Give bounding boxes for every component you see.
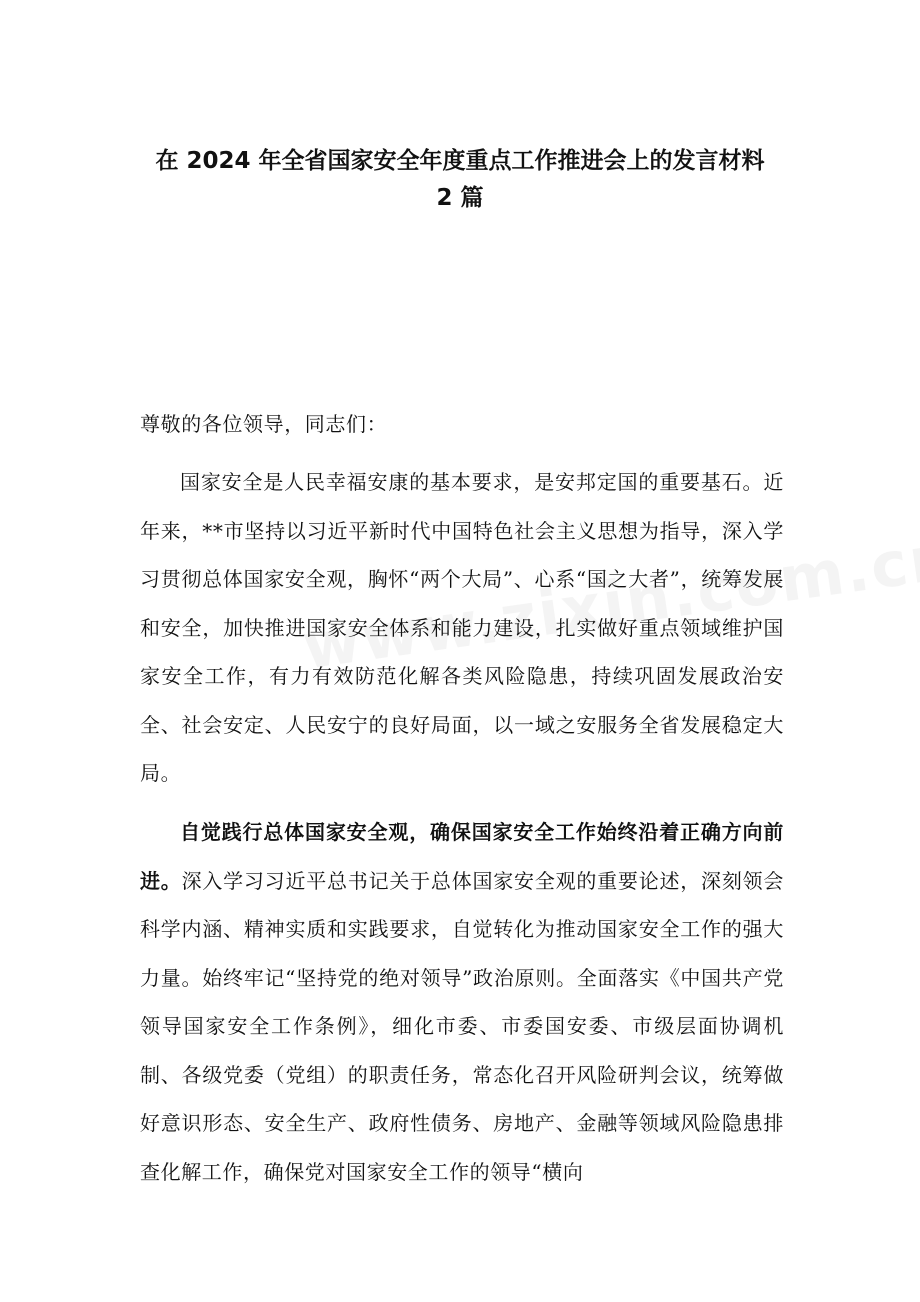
salutation: 尊敬的各位领导，同志们： <box>140 412 388 436</box>
paragraph-2 <box>140 808 784 1196</box>
paragraph-2-text: 深入学习习近平总书记关于总体国家安全观的重要论述，深刻领会科学内涵、精神实质和实践要求，自觉转化为推动国家安全工作的强大力量。始终牢记“坚持党的绝对领导”政治原则。全面落实《中国共产党领导国家安全工作条例》，细化市委、市委国安委、市级层面协调机制、各级党委（党组）的职责任务，常态化召开风险研判会议，统筹做好意识形态、安全生产、政府性债务、房地产、金融等领域风险隐患排查化解工作，确保党对国家安全工作的领导“横向 <box>140 868 784 1184</box>
paragraph-1 <box>140 458 784 798</box>
paragraph-1-text: 国家安全是人民幸福安康的基本要求，是安邦定国的重要基石。近年来，**市坚持以习近平新时代中国特色社会主义思想为指导，深入学习贯彻总体国家安全观，胸怀“两个大局”、心系“国之大者”，统筹发展和安全，加快推进国家安全体系和能力建设，扎实做好重点领域维护国家安全工作，有力有效防范化解各类风险隐患，持续巩固发展政治安全、社会安定、人民安宁的良好局面，以一域之安服务全省发展稳定大局。 <box>140 470 784 785</box>
document-title-line-1: 在 2024 年全省国家安全年度重点工作推进会上的发言材料 <box>155 148 765 174</box>
paragraph-2-lead: 自觉践行总体国家安全观，确保国家安全工作始终沿着正确方向前进。 <box>140 820 784 893</box>
document-title-line-2: 2 篇 <box>436 185 484 211</box>
